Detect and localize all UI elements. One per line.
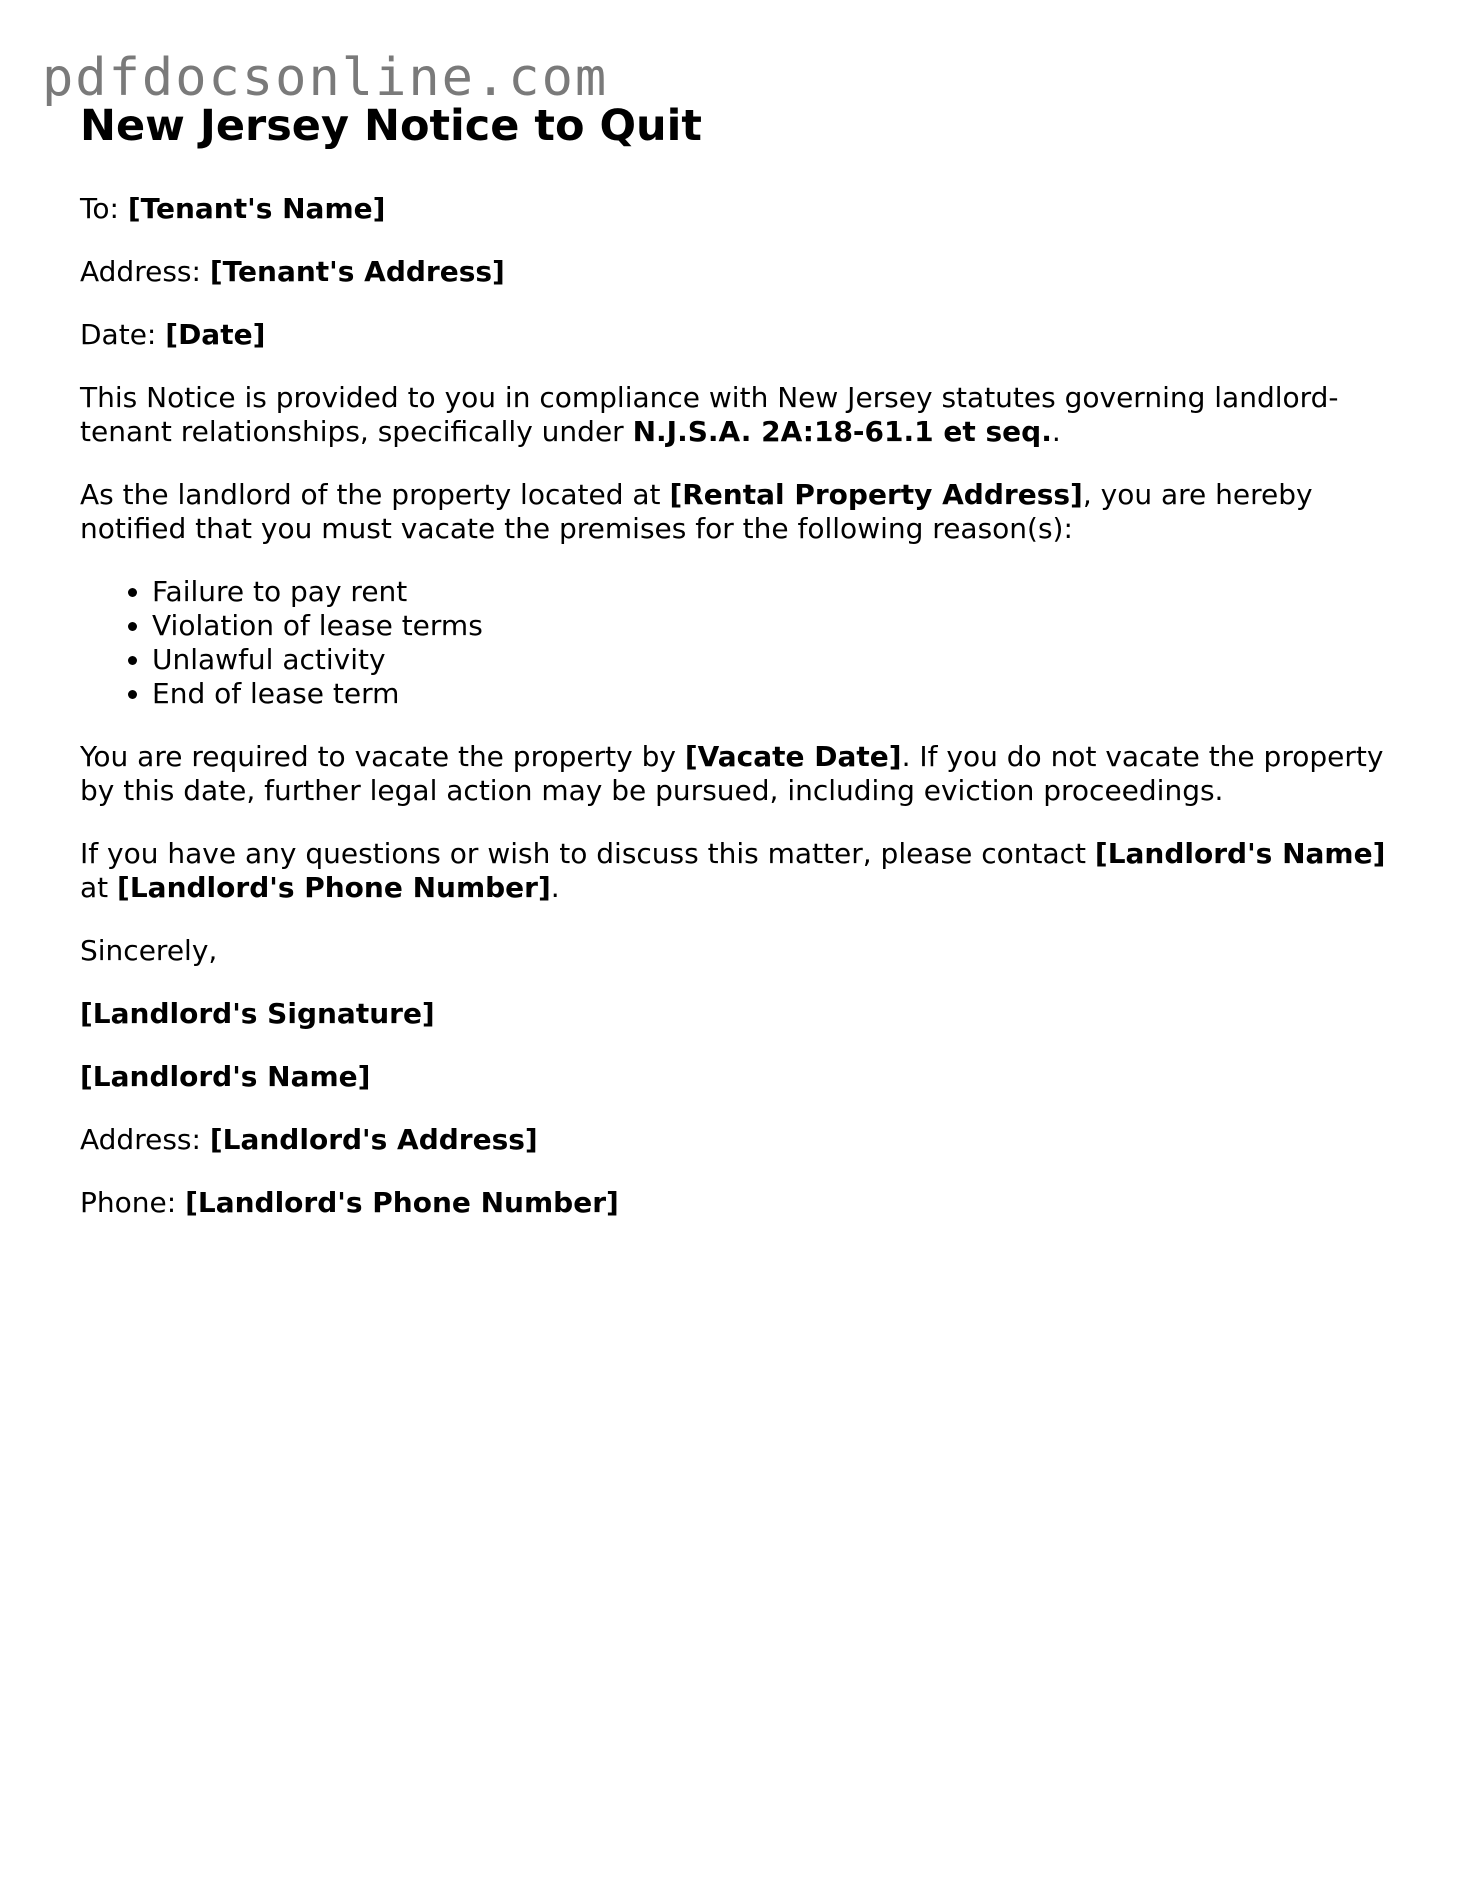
notice-paragraph bbox=[80, 478, 1390, 546]
date-label: Date: bbox=[80, 318, 166, 351]
closing-line: Sincerely, bbox=[80, 934, 218, 967]
notice-date: [Date] bbox=[165, 318, 266, 351]
landlord-address-line bbox=[80, 1123, 1390, 1157]
contact-paragraph bbox=[80, 837, 1390, 905]
contact-end: . bbox=[550, 871, 560, 904]
document-title: New Jersey Notice to Quit bbox=[80, 101, 702, 151]
recipient-label: To: bbox=[80, 192, 128, 225]
vacate-paragraph bbox=[80, 740, 1390, 808]
list-item: • Unlawful activity bbox=[152, 643, 1390, 677]
landlord-name: [Landlord's Name] bbox=[80, 1060, 371, 1093]
notice-text-2: , you are hereby notified that you must vacate the premises for the following reason(s): bbox=[80, 478, 1313, 545]
vacate-date: [Vacate Date] bbox=[684, 740, 902, 773]
vacate-text-2: . If you do not vacate the property by this date, further legal action may be pursued, including eviction proceedings. bbox=[80, 740, 1384, 807]
rental-property-address: [Rental Property Address] bbox=[669, 478, 1083, 511]
notice-text-1: As the landlord of the property located at bbox=[80, 478, 670, 511]
landlord-phone: [Landlord's Phone Number] bbox=[185, 1186, 619, 1219]
contact-landlord-name: [Landlord's Name] bbox=[1094, 837, 1386, 870]
tenant-name: [Tenant's Name] bbox=[127, 192, 386, 225]
signature-line bbox=[80, 997, 1390, 1031]
list-item: • End of lease term bbox=[152, 677, 1390, 711]
contact-text-2: at bbox=[80, 871, 118, 904]
landlord-phone-line bbox=[80, 1186, 1390, 1220]
address-line bbox=[80, 255, 1390, 289]
landlord-signature: [Landlord's Signature] bbox=[80, 997, 435, 1030]
recipient-line bbox=[80, 192, 1390, 226]
landlord-phone-label: Phone: bbox=[80, 1186, 186, 1219]
contact-text-1: If you have any questions or wish to discuss this matter, please contact bbox=[80, 837, 1095, 870]
landlord-name-line bbox=[80, 1060, 1390, 1094]
document-page bbox=[80, 96, 1390, 1249]
vacate-text-1: You are required to vacate the property by bbox=[80, 740, 685, 773]
address-label: Address: bbox=[80, 255, 210, 288]
compliance-text: This Notice is provided to you in compliance with New Jersey statutes governing landlord-tenant relationships, specifically under bbox=[80, 381, 1339, 448]
compliance-paragraph bbox=[80, 381, 1390, 449]
list-item: • Violation of lease terms bbox=[152, 609, 1390, 643]
reasons-list bbox=[80, 575, 1390, 711]
landlord-address: [Landlord's Address] bbox=[209, 1123, 538, 1156]
list-item: • Failure to pay rent bbox=[152, 575, 1390, 609]
tenant-address: [Tenant's Address] bbox=[209, 255, 505, 288]
contact-landlord-phone: [Landlord's Phone Number] bbox=[117, 871, 551, 904]
statute-reference: N.J.S.A. 2A:18-61.1 et seq. bbox=[632, 415, 1052, 448]
landlord-address-label: Address: bbox=[80, 1123, 210, 1156]
date-line bbox=[80, 318, 1390, 352]
compliance-end: . bbox=[1051, 415, 1061, 448]
watermark: pdfdocsonline.com bbox=[42, 48, 609, 108]
